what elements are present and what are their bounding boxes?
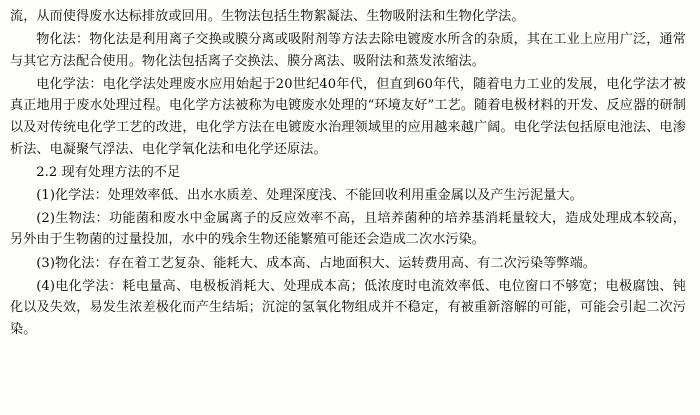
- list-item-chemical-method: (1)化学法：处理效率低、出水水质差、处理深度浅、不能回收利用重金属以及产生污泥量大。: [36, 187, 583, 203]
- list-item-electrochemical-method: (4)电化学法：耗电量高、电极板消耗大、处理成本高；低浓度时电流效率低、电位窗口不够宽；电极腐蚀、钝化以及失效，易发生浓差极化而产生结垢；沉淀的氢氧化物组成并不稳定，有被重新溶解的可能，可能会引起二次污染。: [10, 278, 686, 337]
- paragraph-physicochemical-method: 物化法：物化法是利用离子交换或膜分离或吸附剂等方法去除电镀废水所含的杂质，其在工业上应用广泛，通常与其它方法配合使用。物化法包括离子交换法、膜分离法、吸附法和蒸发浓缩法。: [10, 32, 686, 69]
- paragraph-electrochemical-method: 电化学法：电化学法处理废水应用始起于20世纪40年代，但直到60年代，随着电力工业的发展，电化学法才被真正地用于废水处理过程。电化学方法被称为电镀废水处理的“环境友好”工艺。随着电极材料的开发、反应器的研制以及对传统电化学工艺的改进，电化学方法在电镀废水治理领域里的应用越来越广阔。电化学法包括原电池法、电渗析法、电凝聚气浮法、电化学氧化法和电化学还原法。: [10, 76, 686, 157]
- section-heading-2-2: 2.2 现有处理方法的不足: [36, 165, 181, 181]
- list-item-physicochemical-method: (3)物化法：存在着工艺复杂、能耗大、成本高、占地面积大、运转费用高、有二次污染等弊端。: [36, 255, 596, 271]
- list-item-biological-method: (2)生物法：功能菌和废水中金属离子的反应效率不高，且培养菌种的培养基消耗量较大，造成处理成本较高，另外由于生物菌的过量投加，水中的残余生物还能繁殖可能还会造成二次水污染。: [10, 210, 686, 248]
- paragraph-wastewater-discharge: 流，从而使得废水达标排放或回用。生物法包括生物絮凝法、生物吸附法和生物化学法。: [10, 9, 525, 24]
